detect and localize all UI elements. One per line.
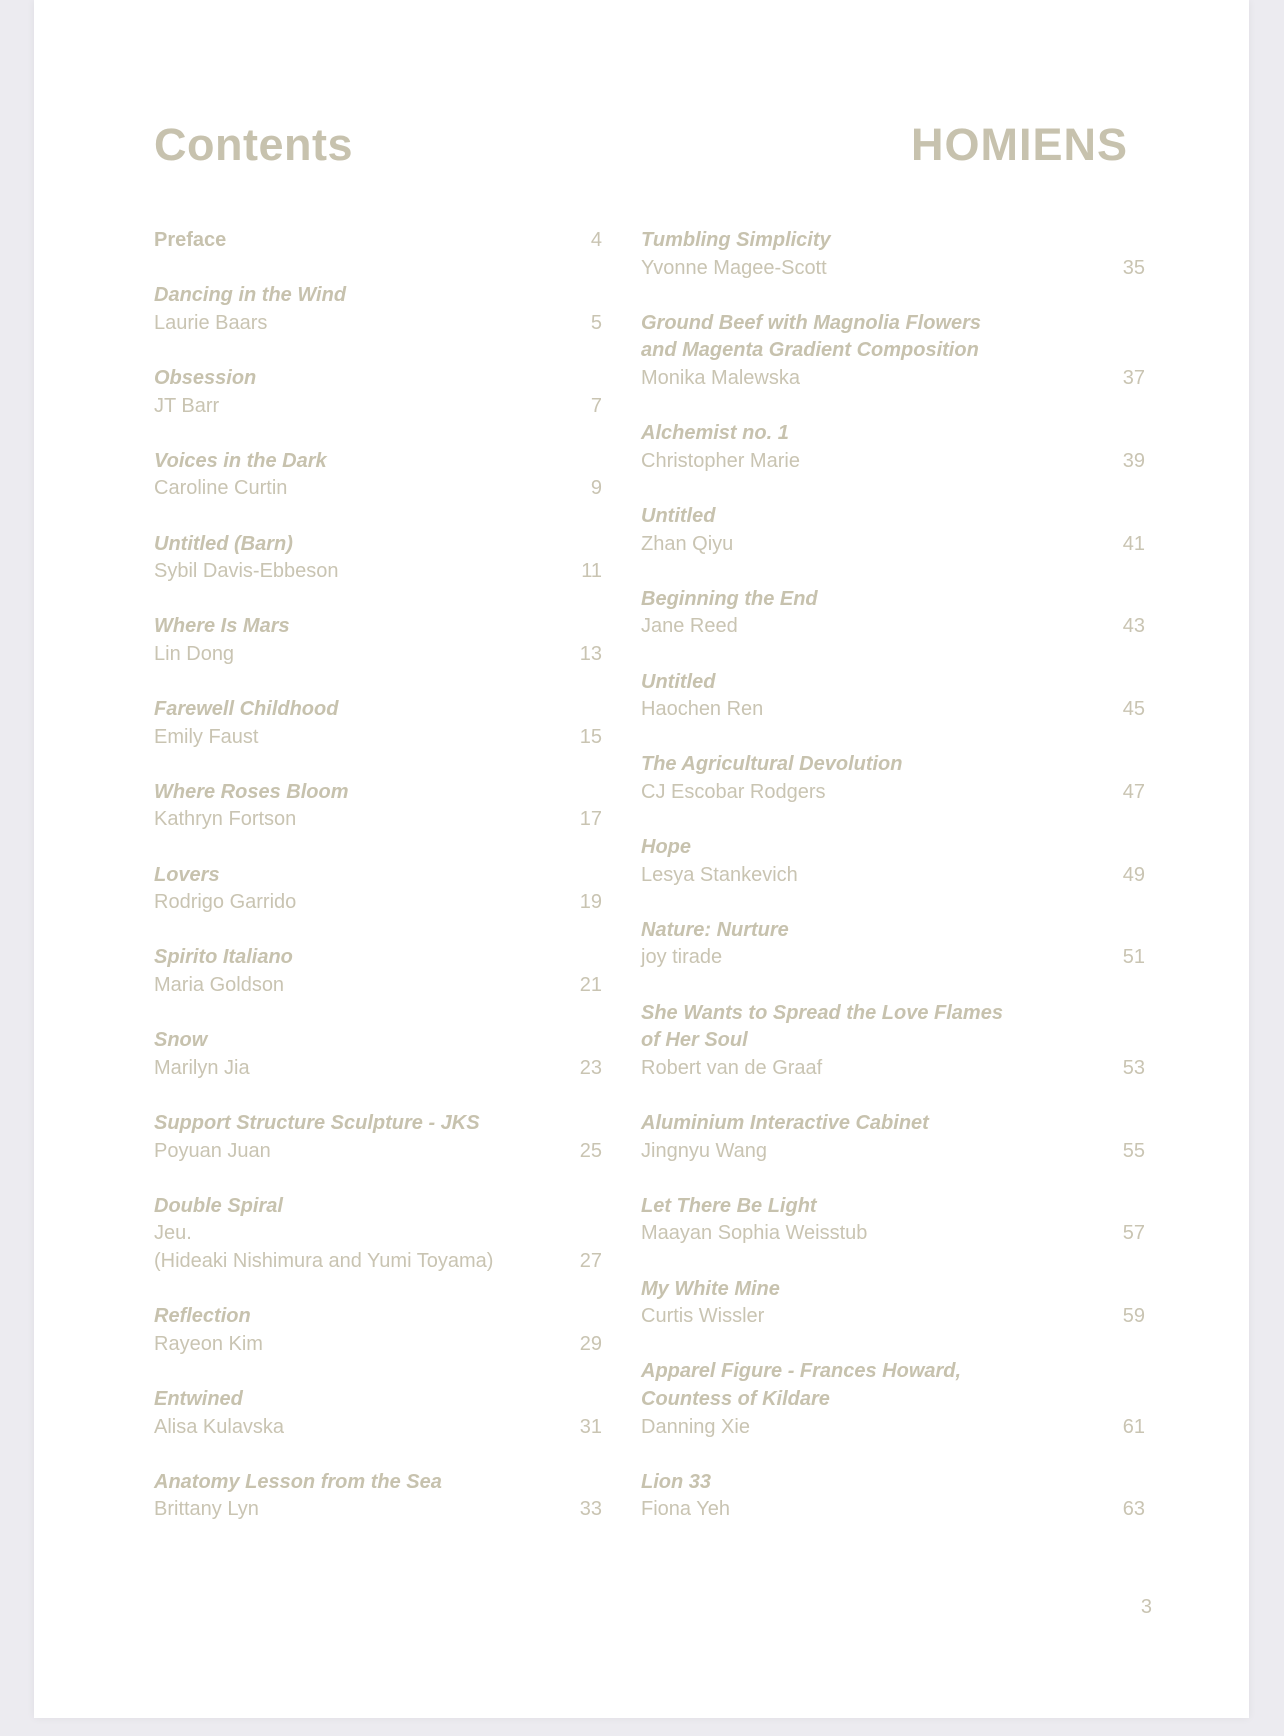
toc-entry-title: She Wants to Spread the Love Flames of Her Soul <box>641 1001 1003 1052</box>
toc-entry-page: 45 <box>1122 698 1145 721</box>
toc-entry-page: 15 <box>579 725 602 748</box>
toc-entry-page: 11 <box>581 560 602 583</box>
toc-entry-page: 37 <box>1122 366 1145 389</box>
toc-entry-title: Where Roses Bloom <box>154 780 349 803</box>
toc-entry <box>641 586 1145 641</box>
toc-entry-page: 63 <box>1122 1498 1145 1521</box>
toc-entry <box>154 1386 602 1441</box>
toc-entry <box>641 227 1145 282</box>
toc-entry-title: Aluminium Interactive Cabinet <box>641 1112 929 1134</box>
toc-entry <box>641 310 1145 393</box>
toc-entry <box>641 1193 1145 1248</box>
toc-entry-title: Entwined <box>154 1387 243 1410</box>
toc-entry-title: Untitled <box>641 504 716 527</box>
toc-entry-page: 41 <box>1122 532 1145 555</box>
toc-entry-author: Poyuan Juan <box>154 1139 271 1162</box>
toc-entry-title: Anatomy Lesson from the Sea <box>154 1470 442 1493</box>
toc-entry <box>154 1303 602 1358</box>
toc-entry-title: Dancing in the Wind <box>154 284 347 307</box>
toc-entry-page: 5 <box>590 311 602 334</box>
toc-entry <box>154 613 602 668</box>
toc-entry <box>154 1193 602 1276</box>
toc-entry-page: 27 <box>579 1249 602 1272</box>
toc-entry <box>641 1358 1145 1441</box>
toc-entry-page: 55 <box>1122 1139 1145 1162</box>
toc-entry-author: Christopher Marie <box>641 449 800 472</box>
toc-entry-title: Let There Be Light <box>641 1194 817 1217</box>
toc-entry-author: Jingnyu Wang <box>641 1139 767 1162</box>
toc-entry-title: Nature: Nurture <box>641 918 789 941</box>
page-title: Contents <box>154 119 353 170</box>
toc-entry <box>154 531 602 586</box>
toc-entry <box>641 420 1145 475</box>
toc-left-column <box>154 227 602 1552</box>
toc-entry-author: Maayan Sophia Weisstub <box>641 1222 868 1245</box>
toc-entry-author: Jeu. (Hideaki Nishimura and Yumi Toyama) <box>154 1222 494 1272</box>
toc-entry-author: Jane Reed <box>641 615 738 638</box>
toc-entry-author: JT Barr <box>154 394 220 417</box>
toc-entry-author: Kathryn Fortson <box>154 808 297 831</box>
toc-entry <box>154 944 602 999</box>
toc-entry-title: Ground Beef with Magnolia Flowers and Magenta Gradient Composition <box>641 311 982 362</box>
toc-right-column <box>641 227 1145 1552</box>
toc-entry-author: Lin Dong <box>154 642 235 665</box>
toc-entry-author: Maria Goldson <box>154 974 285 997</box>
toc-entry-author: Lesya Stankevich <box>641 863 798 886</box>
toc-entry <box>641 1469 1145 1524</box>
toc-entry <box>641 1000 1145 1083</box>
toc-entry-page: 4 <box>590 229 602 251</box>
toc-entry-title: My White Mine <box>641 1277 780 1300</box>
toc-entry-author: Curtis Wissler <box>641 1305 765 1328</box>
toc-entry-page: 17 <box>579 808 602 831</box>
toc-entry-page: 29 <box>579 1332 602 1355</box>
toc-entry-author: Rayeon Kim <box>154 1332 263 1355</box>
publication-name: HOMIENS <box>910 119 1128 170</box>
toc-entry-author: Rodrigo Garrido <box>154 891 297 914</box>
toc-entry-title: Alchemist no. 1 <box>641 422 789 445</box>
toc-entry <box>154 282 602 337</box>
page-number: 3 <box>1140 1596 1152 1618</box>
toc-entry <box>641 1110 1145 1165</box>
toc-entry <box>641 1276 1145 1331</box>
toc-entry <box>641 503 1145 558</box>
toc-entry-page: 47 <box>1122 780 1145 803</box>
toc-entry-title: Snow <box>154 1029 208 1052</box>
toc-entry-author: Yvonne Magee-Scott <box>641 256 827 279</box>
toc-entry-author: Danning Xie <box>641 1415 750 1438</box>
toc-entry <box>154 779 602 834</box>
document-page <box>34 0 1249 1718</box>
toc-entry-author: Caroline Curtin <box>154 477 288 500</box>
toc-entry-page: 59 <box>1122 1305 1145 1328</box>
toc-entry-author: CJ Escobar Rodgers <box>641 780 826 803</box>
toc-entry-title: Voices in the Dark <box>154 449 327 472</box>
toc-entry <box>641 834 1145 889</box>
toc-entry-author: Monika Malewska <box>641 366 800 389</box>
toc-entry-title: Untitled (Barn) <box>154 532 293 555</box>
toc-entry-title: Preface <box>154 229 227 251</box>
toc-entry-page: 39 <box>1122 449 1145 472</box>
toc-entry-title: Apparel Figure - Frances Howard, Countess of Kildare <box>641 1360 962 1410</box>
toc-entry-author: joy tirade <box>641 946 723 969</box>
toc-entry-page: 53 <box>1122 1056 1145 1079</box>
toc-entry-author: Fiona Yeh <box>641 1498 730 1521</box>
toc-entry-author: Emily Faust <box>154 725 259 748</box>
toc-entry-title: Untitled <box>641 670 716 693</box>
toc-entry-page: 33 <box>579 1498 602 1521</box>
toc-entry-page: 19 <box>579 891 602 914</box>
toc-entry-author: Brittany Lyn <box>154 1498 259 1521</box>
toc-entry-author: Zhan Qiyu <box>641 532 734 555</box>
toc-entry-page: 7 <box>590 394 602 417</box>
toc-entry <box>154 862 602 917</box>
toc-entry-title: Lovers <box>154 863 220 886</box>
toc-entry <box>154 1027 602 1082</box>
toc-entry-title: Double Spiral <box>154 1194 283 1217</box>
toc-entry-title: Farewell Childhood <box>154 698 339 721</box>
toc-entry-title: Hope <box>641 836 691 859</box>
toc-entry <box>641 669 1145 724</box>
toc-entry-title: Spirito Italiano <box>154 946 293 969</box>
toc-entry-title: Lion 33 <box>641 1470 712 1493</box>
toc-entry-page: 21 <box>579 974 602 997</box>
toc-entry-title: Obsession <box>154 366 257 389</box>
toc-entry-page: 9 <box>590 477 602 500</box>
toc-entry-title: The Agricultural Devolution <box>641 753 903 776</box>
toc-entry <box>641 917 1145 972</box>
toc-entry-author: Haochen Ren <box>641 698 764 721</box>
toc-entry <box>641 751 1145 806</box>
toc-entry <box>154 1469 602 1524</box>
toc-entry-title: Reflection <box>154 1305 251 1328</box>
toc-entry-author: Alisa Kulavska <box>154 1415 285 1438</box>
toc-entry <box>154 448 602 503</box>
toc-entry-author: Sybil Davis-Ebbeson <box>154 560 339 583</box>
toc-entry-page: 25 <box>579 1139 602 1162</box>
toc-entry-page: 35 <box>1122 256 1145 279</box>
toc-entry-author: Robert van de Graaf <box>641 1056 823 1079</box>
toc-entry-page: 51 <box>1122 946 1145 969</box>
toc-entry-title: Support Structure Sculpture - JKS <box>154 1112 480 1134</box>
toc-entry <box>154 696 602 751</box>
toc-entry-page: 31 <box>579 1415 602 1438</box>
toc-entry-page: 13 <box>579 642 602 665</box>
toc-entry-author: Marilyn Jia <box>154 1056 250 1079</box>
toc-entry-author: Laurie Baars <box>154 311 268 334</box>
toc-entry <box>154 1110 602 1165</box>
toc-entry-page: 49 <box>1122 863 1145 886</box>
toc-entry <box>154 365 602 420</box>
toc-entry-title: Tumbling Simplicity <box>641 229 831 251</box>
toc-entry-title: Beginning the End <box>641 587 818 610</box>
toc-entry-page: 43 <box>1122 615 1145 638</box>
toc-entry-page: 57 <box>1122 1222 1145 1245</box>
toc-entry-title: Where Is Mars <box>154 615 290 638</box>
toc-entry-page: 23 <box>579 1056 602 1079</box>
toc-entry-page: 61 <box>1122 1415 1145 1438</box>
toc-entry <box>154 227 602 255</box>
